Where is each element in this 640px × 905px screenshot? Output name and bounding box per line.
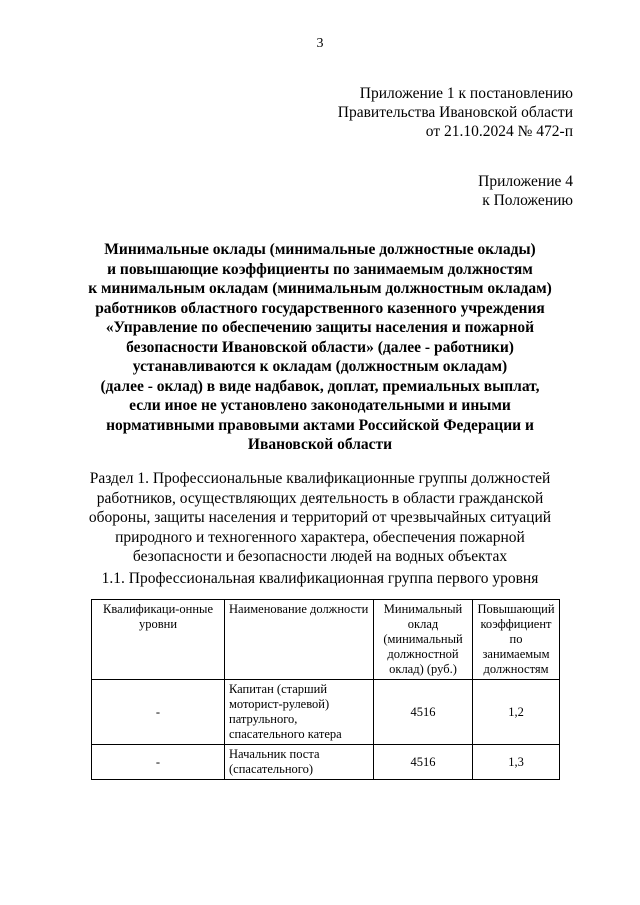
title-line: и повышающие коэффициенты по занимаемым должностям — [107, 260, 533, 278]
cell-position: Начальник поста (спасательного) — [225, 745, 374, 780]
title-line: Ивановской области — [247, 436, 393, 453]
cell-salary: 4516 — [374, 680, 473, 745]
appendix-4-line: Приложение 4 — [478, 173, 573, 190]
appendix-4-block — [478, 172, 573, 210]
section-line: Раздел 1. Профессиональные квалификационные группы должностей — [89, 470, 551, 487]
title-line: работников областного государственного казенного учреждения — [95, 299, 545, 317]
salary-table — [91, 599, 560, 780]
header-coefficient: Повышающий коэффициент по занимаемым должностям — [473, 600, 560, 680]
section-heading — [80, 469, 560, 567]
header-qualification-level: Квалификаци-онные уровни — [92, 600, 225, 680]
document-title — [80, 240, 560, 455]
appendix-4-line: к Положению — [482, 192, 573, 209]
cell-position: Капитан (старший моторист-рулевой) патрульного, спасательного катера — [225, 680, 374, 745]
cell-coefficient: 1,2 — [473, 680, 560, 745]
subsection-heading: 1.1. Профессиональная квалификационная группа первого уровня — [101, 570, 539, 587]
title-line: нормативными правовыми актами Российской Федерации и — [106, 416, 534, 434]
title-line: «Управление по обеспечению защиты населения и пожарной — [105, 319, 535, 336]
section-line: обороны, защиты населения и территорий от чрезвычайных ситуаций — [88, 509, 552, 526]
table-row — [92, 745, 560, 780]
appendix-1-line: Правительства Ивановской области — [337, 104, 573, 121]
title-line: устанавливаются к окладам (должностным окладам) — [132, 358, 508, 375]
title-line: (далее - оклад) в виде надбавок, доплат, премиальных выплат, — [100, 377, 540, 395]
header-min-salary: Минимальный оклад (минимальный должностной оклад) (руб.) — [374, 600, 473, 680]
table-header-row — [92, 600, 560, 680]
cell-level: - — [92, 745, 225, 780]
page-number: 3 — [316, 36, 324, 51]
appendix-1-block — [338, 84, 573, 141]
cell-level: - — [92, 680, 225, 745]
header-position-name: Наименование должности — [225, 600, 374, 680]
title-line: Минимальные оклады (минимальные должностные оклады) — [104, 241, 536, 258]
section-line: природного и техногенного характера, обеспечения пожарной — [115, 528, 525, 546]
title-line: к минимальным окладам (минимальным должностным окладам) — [88, 280, 552, 297]
appendix-1-line: от 21.10.2024 № 472-п — [425, 123, 573, 140]
table-row — [92, 680, 560, 745]
title-line: если иное не установлено законодательными и иными — [129, 397, 511, 414]
section-line: безопасности и безопасности людей на водных объектах — [132, 548, 508, 565]
title-line: безопасности Ивановской области» (далее - работники) — [126, 338, 514, 356]
cell-salary: 4516 — [374, 745, 473, 780]
appendix-1-line: Приложение 1 к постановлению — [359, 85, 573, 102]
section-line: работников, осуществляющих деятельность в области гражданской — [96, 489, 544, 507]
cell-coefficient: 1,3 — [473, 745, 560, 780]
